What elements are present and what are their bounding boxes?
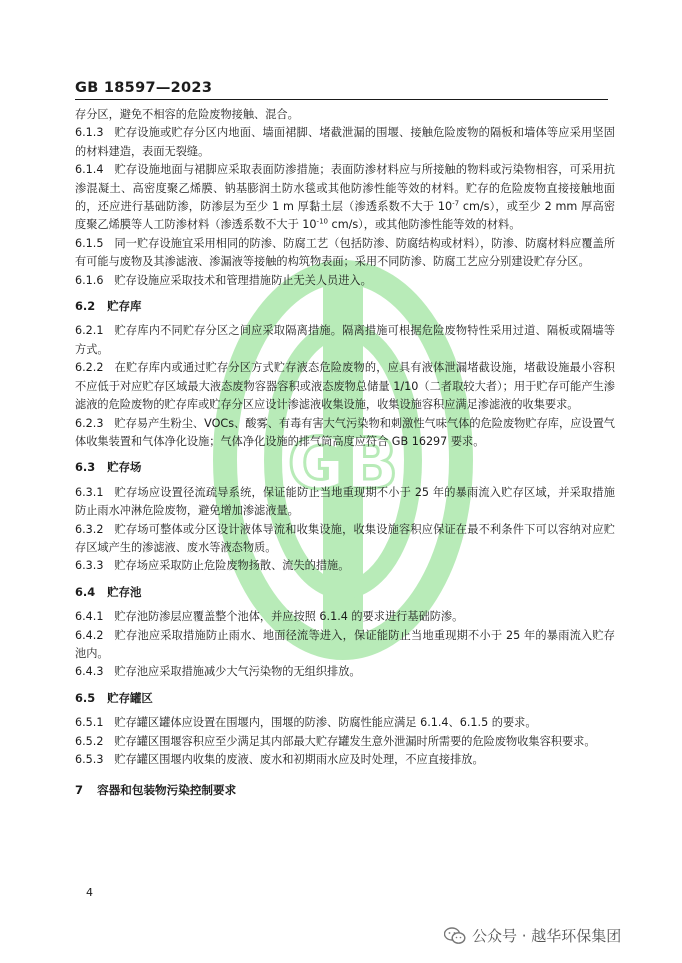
- clause-6-5-3: 6.5.3 贮存罐区围堰内收集的废液、废水和初期雨水应及时处理，不应直接排放。: [75, 753, 484, 766]
- section-6-2-heading: 6.2 贮存库: [75, 299, 142, 314]
- wechat-icon: [444, 927, 466, 945]
- clause-6-3-3: 6.3.3 贮存场应采取防止危险废物扬散、流失的措施。: [75, 559, 350, 573]
- clause-6-4-2: 6.4.2 贮存池应采取措施防止雨水、地面径流等进入，保证能防止当地重现期不小于 25 年的暴雨流入贮存池内。: [75, 628, 615, 660]
- clause-6-5-1: 6.5.1 贮存罐区罐体应设置在围堰内，围堰的防渗、防腐性能应满足 6.1.4、6.1.5 的要求。: [75, 716, 537, 730]
- chapter-7-heading: 7 容器和包装物污染控制要求: [75, 783, 237, 798]
- page-number: 4: [86, 886, 93, 899]
- document-body: [75, 106, 615, 800]
- clause-6-2-3: 6.2.3 贮存易产生粉尘、VOCs、酸雾、有毒有害大气污染物和刺激性气味气体的危险废物贮存库，应设置气体收集装置和气体净化设施；气体净化设施的排气筒高度应符合 GB 16297 要求。: [75, 416, 615, 448]
- clause-6-1-5: 6.1.5 同一贮存设施宜采用相同的防渗、防腐工艺（包括防渗、防腐结构或材料），防渗、防腐材料应覆盖所有可能与废物及其渗滤液、渗漏液等接触的构筑物表面；采用不同防渗、防腐工艺应分别建设贮存分区。: [75, 236, 615, 269]
- clause-6-3-1: 6.3.1 贮存场应设置径流疏导系统，保证能防止当地重现期不小于 25 年的暴雨流入贮存区域，并采取措施防止雨水冲淋危险废物，避免增加渗滤液量。: [75, 485, 615, 518]
- clause-6-2-1: 6.2.1 贮存库内不同贮存分区之间应采取隔离措施。隔离措施可根据危险废物特性采用过道、隔板或隔墙等方式。: [75, 324, 615, 356]
- clause-6-5-2: 6.5.2 贮存罐区围堰容积应至少满足其内部最大贮存罐发生意外泄漏时所需要的危险废物收集容积要求。: [75, 734, 596, 748]
- clause-6-1-6: 6.1.6 贮存设施应采取技术和管理措施防止无关人员进入。: [75, 273, 372, 287]
- footer-text: 公众号 · 越华环保集团: [472, 927, 622, 945]
- svg-text:GB: GB: [287, 423, 399, 505]
- paragraph-continuation: 存分区，避免不相容的危险废物接触、混合。: [75, 108, 299, 121]
- clause-6-2-2: 6.2.2 在贮存库内或通过贮存分区方式贮存液态危险废物的，应具有液体泄漏堵截设施，堵截设施最小容积不应低于对应贮存区域最大液态废物容器容积或液态废物总储量 1/10（二者取较大者）；用于贮存可能产生渗滤液的危险废物的贮存库或贮存分区应设计渗滤液收集设施，收集设施容积应满足渗滤液的收集要求。: [75, 361, 615, 412]
- clause-6-4-3: 6.4.3 贮存池应采取措施减少大气污染物的无组织排放。: [75, 665, 361, 679]
- section-6-3-heading: 6.3 贮存场: [75, 460, 142, 475]
- standard-code-header: GB 18597—2023: [75, 80, 213, 96]
- clause-6-4-1: 6.4.1 贮存池防渗层应覆盖整个池体，并应按照 6.1.4 的要求进行基础防渗。: [75, 610, 464, 624]
- section-6-4-heading: 6.4 贮存池: [75, 584, 142, 599]
- clause-6-3-2: 6.3.2 贮存场可整体或分区设计液体导流和收集设施，收集设施容积应保证在最不利条件下可以容纳对应贮存区域产生的渗滤液、废水等液态物质。: [75, 522, 615, 554]
- clause-6-1-4: 6.1.4 贮存设施地面与裙脚应采取表面防渗措施；表面防渗材料应与所接触的物料或污染物相容，可采用抗渗混凝土、高密度聚乙烯膜、钠基膨润土防水毯或其他防渗性能等效的材料。贮存的危险废物直接接触地面的，还应进行基础防渗，防渗层为至少 1 m 厚黏土层（渗透系数不大于 $10^{-7}$ cm/s），或至少 2 mm 厚高密度聚乙烯膜等人工防渗材料（渗透系数不大于 $10^{-10}$ cm/s），或其他防渗性能等效的材料。: [75, 163, 616, 232]
- wechat-account-footer: [444, 925, 621, 946]
- clause-6-1-3: 6.1.3 贮存设施或贮存分区内地面、墙面裙脚、堵截泄漏的围堰、接触危险废物的隔板和墙体等应采用坚固的材料建造，表面无裂缝。: [75, 126, 615, 158]
- section-6-5-heading: 6.5 贮存罐区: [75, 690, 153, 705]
- header-rule: [75, 99, 608, 100]
